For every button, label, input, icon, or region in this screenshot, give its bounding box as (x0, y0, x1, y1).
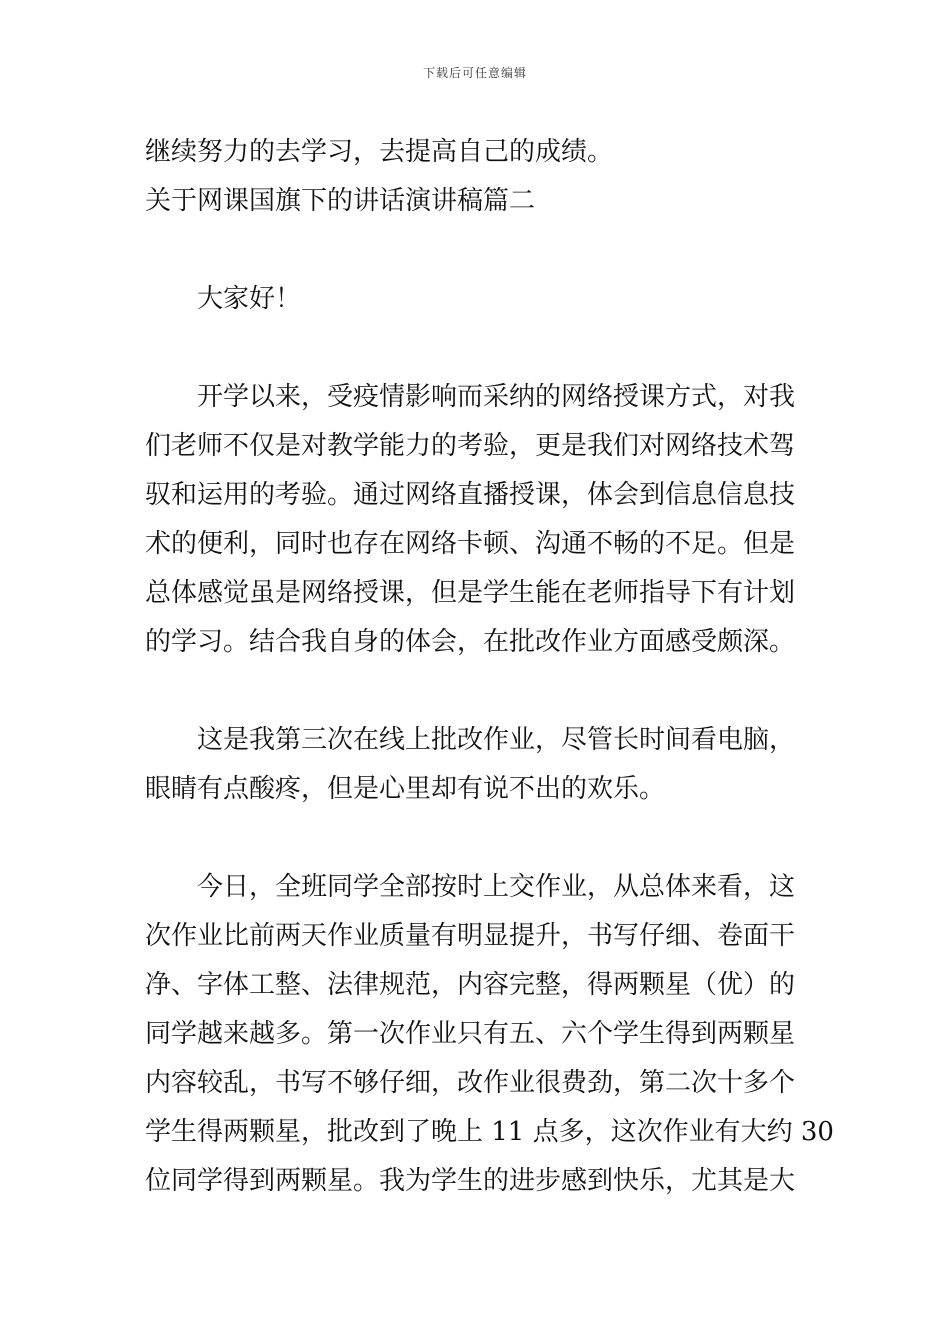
blank-line (145, 226, 810, 275)
header-note: 下载后可任意编辑 (422, 66, 527, 80)
text-line: 们老师不仅是对教学能力的考验，更是我们对网络技术驾 (145, 431, 796, 461)
text-line: 学生得两颗星，批改到了晚上 11 点多，这次作业有大约 30 (145, 1117, 834, 1147)
blank-line (145, 324, 810, 373)
text-line: 今日，全班同学全部按时上交作业，从总体来看，这 (197, 872, 796, 902)
section-title: 关于网课国旗下的讲话演讲稿篇二 (145, 186, 536, 216)
text-line: 术的便利，同时也存在网络卡顿、沟通不畅的不足。但是 (145, 529, 796, 559)
text-line: 位同学得到两颗星。我为学生的进步感到快乐，尤其是大 (145, 1166, 796, 1196)
text-line: 驭和运用的考验。通过网络直播授课，体会到信息信息技 (145, 480, 796, 510)
text-line: 这是我第三次在线上批改作业，尽管长时间看电脑， (197, 725, 796, 755)
text-line: 总体感觉虽是网络授课，但是学生能在老师指导下有计划 (145, 578, 796, 608)
blank-line (145, 667, 810, 716)
blank-line (145, 814, 810, 863)
document-body (145, 128, 834, 1206)
text-line: 开学以来，受疫情影响而采纳的网络授课方式，对我 (197, 382, 796, 412)
text-line: 大家好！ (197, 284, 302, 314)
text-line: 内容较乱，书写不够仔细，改作业很费劲，第二次十多个 (145, 1068, 796, 1098)
text-line: 继续努力的去学习，去提高自己的成绩。 (145, 137, 614, 167)
text-line: 净、字体工整、法律规范，内容完整，得两颗星（优）的 (145, 970, 796, 1000)
text-line: 次作业比前两天作业质量有明显提升，书写仔细、卷面干 (145, 921, 796, 951)
text-line: 同学越来越多。第一次作业只有五、六个学生得到两颗星 (145, 1019, 796, 1049)
text-line: 眼睛有点酸疼，但是心里却有说不出的欢乐。 (145, 774, 666, 804)
text-line: 的学习。结合我自身的体会，在批改作业方面感受颇深。 (145, 627, 796, 657)
